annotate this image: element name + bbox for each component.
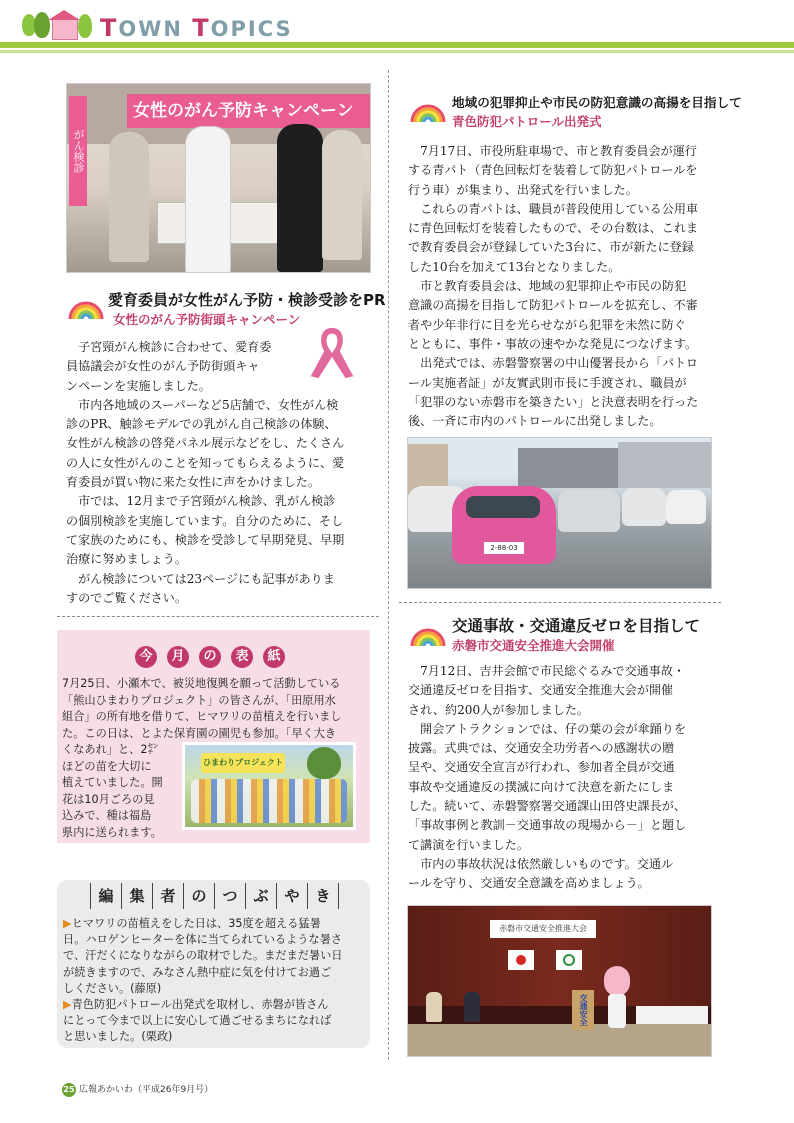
- car-plate: 2-88-03: [484, 542, 524, 554]
- body-line: され、約200人が参加しました。: [408, 702, 590, 717]
- header-rule-light: [0, 50, 794, 53]
- patrol-car: [622, 488, 666, 526]
- body-line: した10台を加えて13台となりました。: [408, 259, 621, 274]
- cover-line: た。この日は、とよた保育園の園児も参加。「早く大き: [62, 726, 337, 740]
- title-char: の: [183, 883, 214, 909]
- city-flag-icon: [556, 950, 582, 970]
- body-line: ール実施者証」が友實武則市長に手渡され、職員が: [408, 375, 687, 390]
- rainbow-icon: [408, 612, 448, 652]
- building: [518, 448, 618, 488]
- campaign-banner: 女性のがん予防キャンペーン: [127, 94, 371, 128]
- body-line: に青色回転灯を装着したもので、その台数は、これま: [408, 221, 699, 236]
- cover-line: ほどの苗を大切に: [62, 759, 152, 773]
- flag-sun: [516, 955, 526, 965]
- article1-subheading: 女性のがん予防街頭キャンペーン: [113, 312, 301, 327]
- mascot-character: [604, 966, 630, 996]
- article2-heading: 地域の犯罪抑止や市民の防犯意識の高揚を目指して: [452, 95, 742, 110]
- tree-icon: [78, 14, 92, 38]
- editor-notes-title: [90, 883, 339, 911]
- header-rule: [0, 42, 794, 48]
- right-divider: [399, 602, 721, 603]
- body-line: ールを守り、交通安全意識を高めましょう。: [408, 876, 650, 891]
- page-footer: [62, 1082, 213, 1097]
- column-divider: [388, 70, 389, 1060]
- house-roof-icon: [48, 10, 80, 20]
- article3-heading: 交通事故・交通違反ゼロを目指して: [452, 617, 701, 635]
- patrol-car: [666, 490, 706, 524]
- body-line: とともに、事件・事故の速やかな発見につなげます。: [408, 336, 698, 351]
- note-line: で、汗だくになりながらの取材でした。まだまだ暑い日: [63, 949, 343, 963]
- person: [185, 126, 231, 273]
- cover-line: くなあれ」と、2㌢: [62, 743, 159, 756]
- note-line: 日。ハロゲンヒーターを体に当てられているような暑さ: [63, 933, 343, 947]
- cover-story-title: [135, 645, 295, 667]
- body-line: 診のPR、触診モデルでの乳がん自己検診の体験、: [66, 417, 337, 432]
- rainbow-icon: [66, 285, 106, 325]
- body-line: がん検診については23ページにも記事がありま: [78, 571, 335, 586]
- body-line: 交通違反ゼロを目指す、交通安全推進大会が開催: [408, 683, 674, 698]
- body-line: 事故や交通違反の撲滅に向けて決意を新たにしま: [408, 779, 675, 794]
- title-char: 月: [167, 646, 189, 668]
- body-line: 「犯罪のない赤磐市を築きたい」と決意表明を行った: [408, 394, 699, 409]
- editor-notes-text: [63, 916, 366, 1046]
- article1-body: [66, 338, 372, 608]
- seated-guest: [464, 992, 480, 1022]
- body-line: 市内各地域のスーパーなど5店舗で、女性がん検: [78, 397, 339, 412]
- house-icon: [52, 18, 78, 40]
- body-line: ンペーンを実施しました。: [66, 378, 211, 393]
- article1-heading: 愛育委員が女性がん予防・検診受診をPR: [108, 291, 386, 309]
- header-logo: [20, 10, 98, 44]
- triangle-bullet-icon: ▶: [63, 998, 72, 1012]
- title-char: ぶ: [245, 883, 276, 909]
- flag-emblem: [563, 954, 575, 966]
- body-line: 市内の事故状況は依然厳しいものです。交通ル: [420, 856, 674, 871]
- title-char: や: [276, 883, 307, 909]
- stage-banner: 赤磐市交通安全推進大会: [490, 920, 596, 938]
- title-char: 者: [152, 883, 183, 909]
- group-of-people: [191, 779, 347, 823]
- body-line: 員協議会が女性のがん予防街頭キャ: [66, 359, 260, 374]
- car-windshield: [466, 496, 540, 518]
- body-line: した。続いて、赤磐警察署交通課山田啓史課長が、: [408, 799, 686, 814]
- patrol-cars-photo: [407, 437, 712, 589]
- body-line: 行う車）が集まり、出発式を行いました。: [408, 182, 638, 197]
- title-char: 紙: [263, 646, 285, 668]
- body-line: 市と教育委員会は、地域の犯罪抑止や市民の防犯: [420, 279, 687, 294]
- body-line: て家族のためにも、検診を受診して早期発見、早期: [66, 532, 345, 547]
- body-line: 7月12日、吉井会館で市民総ぐるみで交通事故・: [420, 664, 686, 678]
- body-line: で教育委員会が登録していた3台に、市が新たに登録: [408, 240, 694, 255]
- building: [618, 442, 711, 488]
- tree-icon: [307, 747, 341, 779]
- cancer-campaign-photo: [66, 83, 371, 273]
- title-char: き: [307, 883, 339, 909]
- article3-body: [408, 662, 714, 894]
- pink-patrol-car: [452, 486, 556, 564]
- body-line: て講演を行いました。: [408, 837, 529, 852]
- body-line: これらの青パトは、職員が普段使用している公用車: [420, 201, 699, 216]
- cover-line: 植えていました。開: [62, 776, 163, 789]
- person: [109, 132, 149, 262]
- rainbow-icon: [408, 88, 448, 128]
- mascot-body: [608, 994, 626, 1028]
- title-char: 編: [90, 883, 121, 909]
- title-char: 今: [135, 646, 157, 668]
- article2-subheading: 青色防犯パトロール出発式: [452, 114, 602, 129]
- japan-flag-icon: [508, 950, 534, 970]
- body-line: 子宮頸がん検診に合わせて、愛育委: [78, 340, 272, 354]
- person: [322, 130, 362, 260]
- body-line: 開会アトラクションでは、仔の葉の会が傘踊りを: [420, 721, 686, 736]
- note-line: しください。(藤原): [63, 981, 162, 995]
- body-line: 意識の高揚を目指して防犯パトロールを拡充し、不審: [408, 298, 698, 313]
- body-line: 「事故事例と教訓－交通事故の現場から－」と題し: [408, 818, 687, 833]
- note-line: と思いました。(栗政): [63, 1030, 173, 1044]
- page-number: 25: [62, 1083, 76, 1097]
- note-line: ▶ヒマワリの苗植えをした日は、35度を超える猛暑: [63, 917, 321, 930]
- body-line: 7月17日、市役所駐車場で、市と教育委員会が運行: [420, 144, 697, 158]
- body-line: する青パト（青色回転灯を装着して防犯パトロールを: [408, 163, 698, 178]
- body-line: の人に女性がんのことを知ってもらえるように、愛: [66, 455, 345, 470]
- publication-name: 広報あかいわ（平成26年9月号）: [79, 1085, 214, 1095]
- traffic-safety-rally-photo: [407, 905, 712, 1057]
- note-line: にとって今まで以上に安心して過ごせるまちになれば: [63, 1014, 332, 1028]
- title-char: 集: [121, 883, 152, 909]
- side-banner: がん検診: [69, 96, 87, 206]
- seated-guest: [426, 992, 442, 1022]
- head-table: [636, 1006, 708, 1024]
- body-line: 治療に努めましょう。: [66, 552, 187, 567]
- cover-line: 「熊山ひまわりプロジェクト」の皆さんが、「田原用水: [62, 693, 336, 707]
- title-char: の: [199, 646, 221, 668]
- stage-floor: [408, 1024, 711, 1056]
- body-line: すのでご覧ください。: [66, 590, 187, 605]
- article2-body: [408, 142, 714, 431]
- body-line: 育委員が買い物に来た女性に声をかけました。: [66, 475, 320, 490]
- note-line: が続きますので、みなさん熱中症に気を付けてお過ご: [63, 965, 332, 979]
- article3-subheading: 赤磐市交通安全推進大会開催: [452, 638, 615, 653]
- body-line: 出発式では、赤磐警察署の中山優署長から「パトロ: [420, 356, 699, 371]
- cover-line: 7月25日、小瀬木で、被災地復興を願って活動している: [62, 677, 341, 690]
- podium: 交通安全: [572, 990, 594, 1030]
- project-sign: ひまわりプロジェクト: [201, 753, 285, 773]
- body-line: 女性がん検診の啓発パネル展示などをし、たくさん: [66, 436, 345, 451]
- body-line: 披露。式典では、交通安全功労者への感謝状の贈: [408, 741, 675, 756]
- cover-line: 組合」の所有地を借りて、ヒマワリの苗植えを行いまし: [62, 710, 342, 723]
- patrol-car: [558, 490, 620, 532]
- title-char: 表: [231, 646, 253, 668]
- cover-line: 花は10月ごろの見: [62, 792, 155, 806]
- body-line: 市では、12月まで子宮頸がん検診、乳がん検診: [78, 494, 336, 509]
- person: [277, 124, 323, 272]
- note-line: ▶青色防犯パトロール出発式を取材し、赤磐が皆さん: [63, 998, 329, 1012]
- cover-line: 県内に送られます。: [62, 825, 162, 839]
- sunflower-group-photo: [182, 742, 356, 830]
- body-line: 者や少年非行に目を光らせながら犯罪を未然に防ぐ: [408, 317, 686, 332]
- header-title: TOWN TOPICS: [100, 14, 293, 42]
- left-divider: [57, 616, 379, 617]
- title-char: つ: [214, 883, 245, 909]
- cover-line: 込みで、種は福島: [62, 809, 152, 822]
- triangle-bullet-icon: ▶: [63, 917, 72, 930]
- body-line: 呈や、交通安全宣言が行われ、参加者全員が交通: [408, 760, 675, 775]
- body-line: 後、一斉に市内のパトロールに出発しました。: [408, 414, 662, 429]
- body-line: の個別検診を実施しています。自分のために、そし: [66, 513, 344, 528]
